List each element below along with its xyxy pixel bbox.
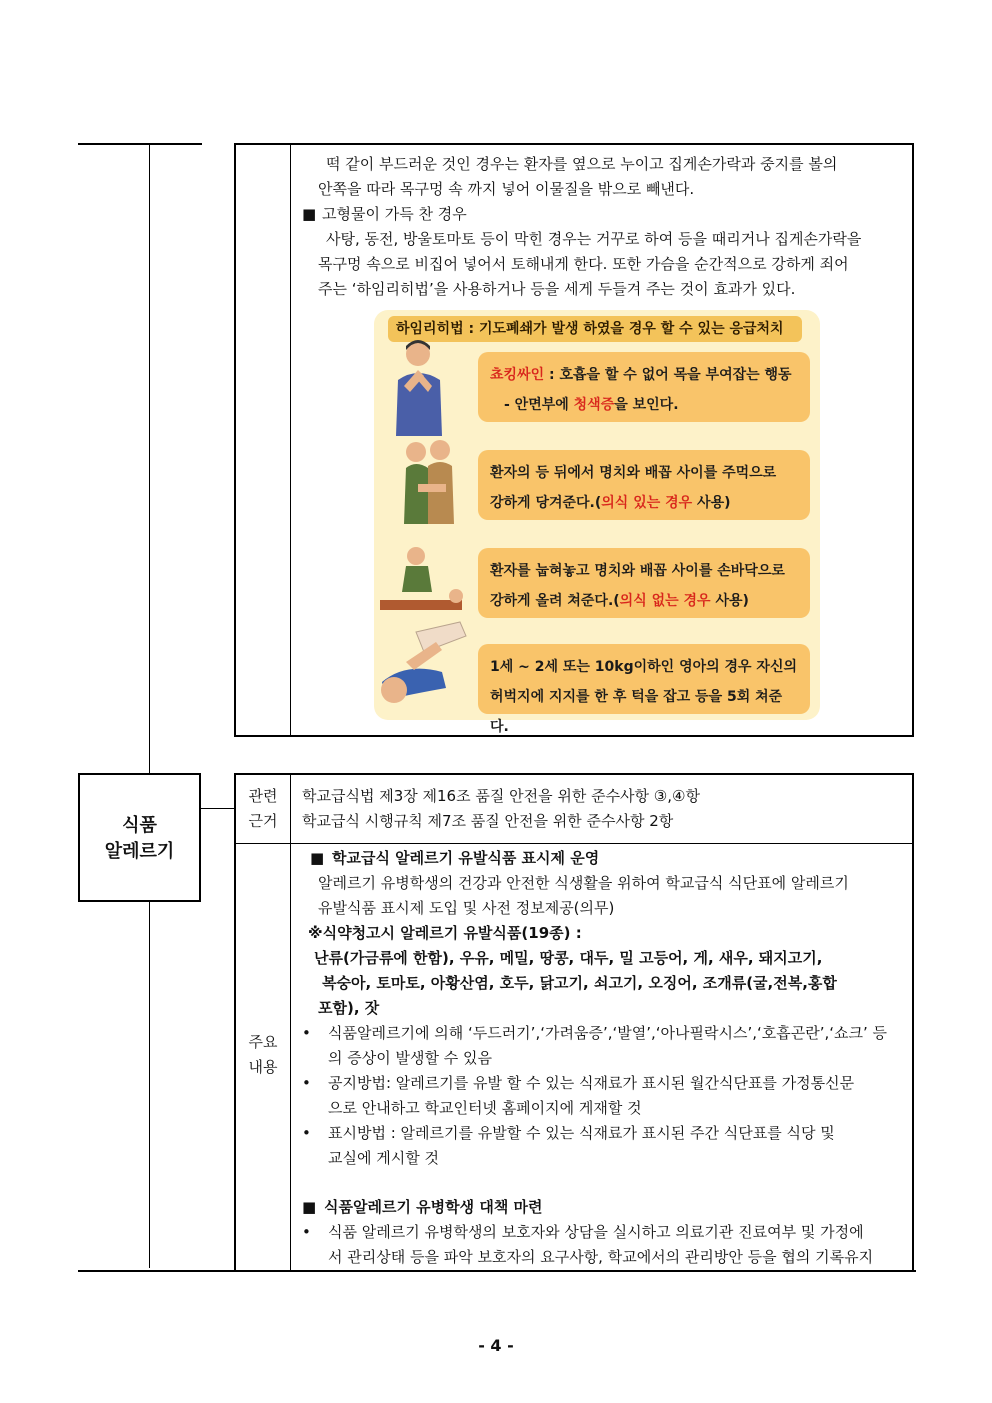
notice-title: ※식약청고시 알레르기 유발식품(19종) :: [308, 924, 582, 942]
basis-line1: 학교급식법 제3장 제16조 품질 안전을 위한 준수사항 ③,④항: [302, 787, 700, 805]
heading-allergy-labeling: 학교급식 알레르기 유발식품 표시제 운영: [332, 849, 600, 867]
page-number: - 4 -: [478, 1336, 514, 1355]
square-bullet-icon: ■: [310, 849, 325, 867]
heading-allergy-measures: 식품알레르기 유병학생 대책 마련: [324, 1198, 543, 1216]
conscious-line1: 환자의 등 뒤에서 명치와 배꼽 사이를 주먹으로: [490, 465, 777, 481]
choking-table-divider: [290, 143, 291, 737]
infographic-title: 하임리히법 : 기도폐쇄가 발생 하였을 경우 할 수 있는 응급처치: [388, 316, 802, 342]
square-bullet-icon: ■: [302, 1198, 317, 1216]
solid-heading: 고형물이 가득 찬 경우: [322, 205, 467, 223]
basis-label-line2: 근거: [248, 812, 278, 830]
basis-line2: 학교급식 시행규칙 제7조 품질 안전을 위한 준수사항 2항: [302, 812, 674, 830]
para2-line1: 사탕, 동전, 방울토마토 등이 막힌 경우는 거꾸로 하여 등을 때리거나 집게손가락을: [326, 230, 862, 248]
allergy-table-row-rule: [234, 843, 914, 844]
conscious-suffix: 사용): [692, 495, 731, 511]
foods-line2: 복숭아, 토마토, 아황산염, 호두, 닭고기, 쇠고기, 오징어, 조개류(굴,전복,홍합: [322, 974, 837, 992]
content-label-line1: 주요: [248, 1033, 278, 1051]
infographic-box-unconscious: [478, 548, 810, 618]
para1-line1: 떡 같이 부드러운 것인 경우는 환자를 옆으로 누이고 집게손가락과 중지를 볼의: [326, 155, 838, 173]
foods-line3: 포함), 잣: [318, 999, 380, 1017]
bullet3-line1: 표시방법 : 알레르기를 유발할 수 있는 식재료가 표시된 주간 식단표를 식당 및: [328, 1124, 835, 1142]
bottom-rule: [78, 1270, 916, 1272]
content-label-line2: 내용: [248, 1058, 278, 1076]
cyanosis-suffix: 을 보인다.: [614, 397, 679, 413]
choking-sign-desc: : 호흡을 할 수 없어 목을 부여잡는 행동: [544, 367, 792, 383]
bullet1-line2: 의 증상이 발생할 수 있음: [328, 1049, 492, 1067]
choking-sign-term: 쵸킹싸인: [490, 367, 545, 383]
infographic-box-infant: [478, 644, 810, 735]
infant-back-blow-figure: [376, 622, 472, 718]
bullet-dot-icon: •: [302, 1124, 311, 1142]
heimlich-infographic: [374, 310, 820, 735]
cyanosis-term: 청색증: [573, 397, 615, 413]
unconscious-suffix: 사용): [710, 593, 749, 609]
para1-line2: 안쪽을 따라 목구멍 속 까지 넣어 이물질을 밖으로 빼낸다.: [318, 180, 695, 198]
square-bullet-icon: ■: [302, 205, 317, 223]
connector-line: [201, 808, 235, 809]
infant-line1: 1세 ~ 2세 또는 10kg이하인 영아의 경우 자신의: [490, 659, 798, 675]
infographic-box-choking-sign: [478, 352, 810, 422]
para2-line2: 목구멍 속으로 비집어 넣어서 토해내게 한다. 또한 가슴을 순간적으로 강하게 죄어: [318, 255, 849, 273]
cyanosis-prefix: - 안면부에: [504, 397, 574, 413]
left-tree-line-lower: [149, 902, 150, 1268]
bullet-dot-icon: •: [302, 1223, 311, 1241]
top-rule-left: [78, 143, 202, 145]
infant-line2: 허벅지에 지지를 한 후 턱을 잡고 등을 5회 쳐준다.: [490, 689, 783, 735]
intro-line1: 알레르기 유병학생의 건강과 안전한 식생활을 위하여 학교급식 식단표에 알레르기: [318, 874, 849, 892]
para2-line3: 주는 ‘하임리히법’을 사용하거나 등을 세게 두들겨 주는 것이 효과가 있다.: [318, 280, 796, 298]
section-title-line2: 알레르기: [104, 841, 175, 862]
foods-line1: 난류(가금류에 한함), 우유, 메밀, 땅콩, 대두, 밀 고등어, 게, 새우, 돼지고기,: [314, 949, 823, 967]
bullet2-line2: 으로 안내하고 학교인터넷 홈페이지에 게재할 것: [328, 1099, 642, 1117]
bullet3-line2: 교실에 게시할 것: [328, 1149, 439, 1167]
standing-heimlich-figure: [388, 438, 468, 524]
lying-heimlich-figure: [376, 544, 466, 614]
bullet-dot-icon: •: [302, 1024, 311, 1042]
conscious-prefix: 강하게 당겨준다.(: [490, 495, 602, 511]
bullet4-line1: 식품 알레르기 유병학생의 보호자와 상담을 실시하고 의료기관 진료여부 및 가정에: [328, 1223, 864, 1241]
infographic-box-conscious: [478, 450, 810, 520]
bullet2-line1: 공지방법: 알레르기를 유발 할 수 있는 식재료가 표시된 월간식단표를 가정통신문: [328, 1074, 855, 1092]
unconscious-prefix: 강하게 올려 쳐준다.(: [490, 593, 620, 609]
bullet1-line1: 식품알레르기에 의해 ‘두드러기’,‘가려움증’,‘발열’,‘아나필락시스’,‘호흡곤란’,‘쇼크’ 등: [328, 1024, 888, 1042]
choking-person-figure: [384, 336, 454, 436]
section-title-line1: 식품: [122, 815, 157, 836]
bullet-dot-icon: •: [302, 1074, 311, 1092]
left-tree-line: [149, 143, 150, 774]
conscious-term: 의식 있는 경우: [601, 495, 693, 511]
allergy-table-divider: [290, 773, 291, 1270]
unconscious-term: 의식 없는 경우: [619, 593, 711, 609]
basis-label-line1: 관련: [248, 787, 278, 805]
unconscious-line1: 환자를 눕혀놓고 명치와 배꼽 사이를 손바닥으로: [490, 563, 785, 579]
intro-line2: 유발식품 표시제 도입 및 사전 정보제공(의무): [318, 899, 615, 917]
bullet4-line2: 서 관리상태 등을 파악 보호자의 요구사항, 학교에서의 관리방안 등을 협의 기록유지: [328, 1248, 874, 1266]
